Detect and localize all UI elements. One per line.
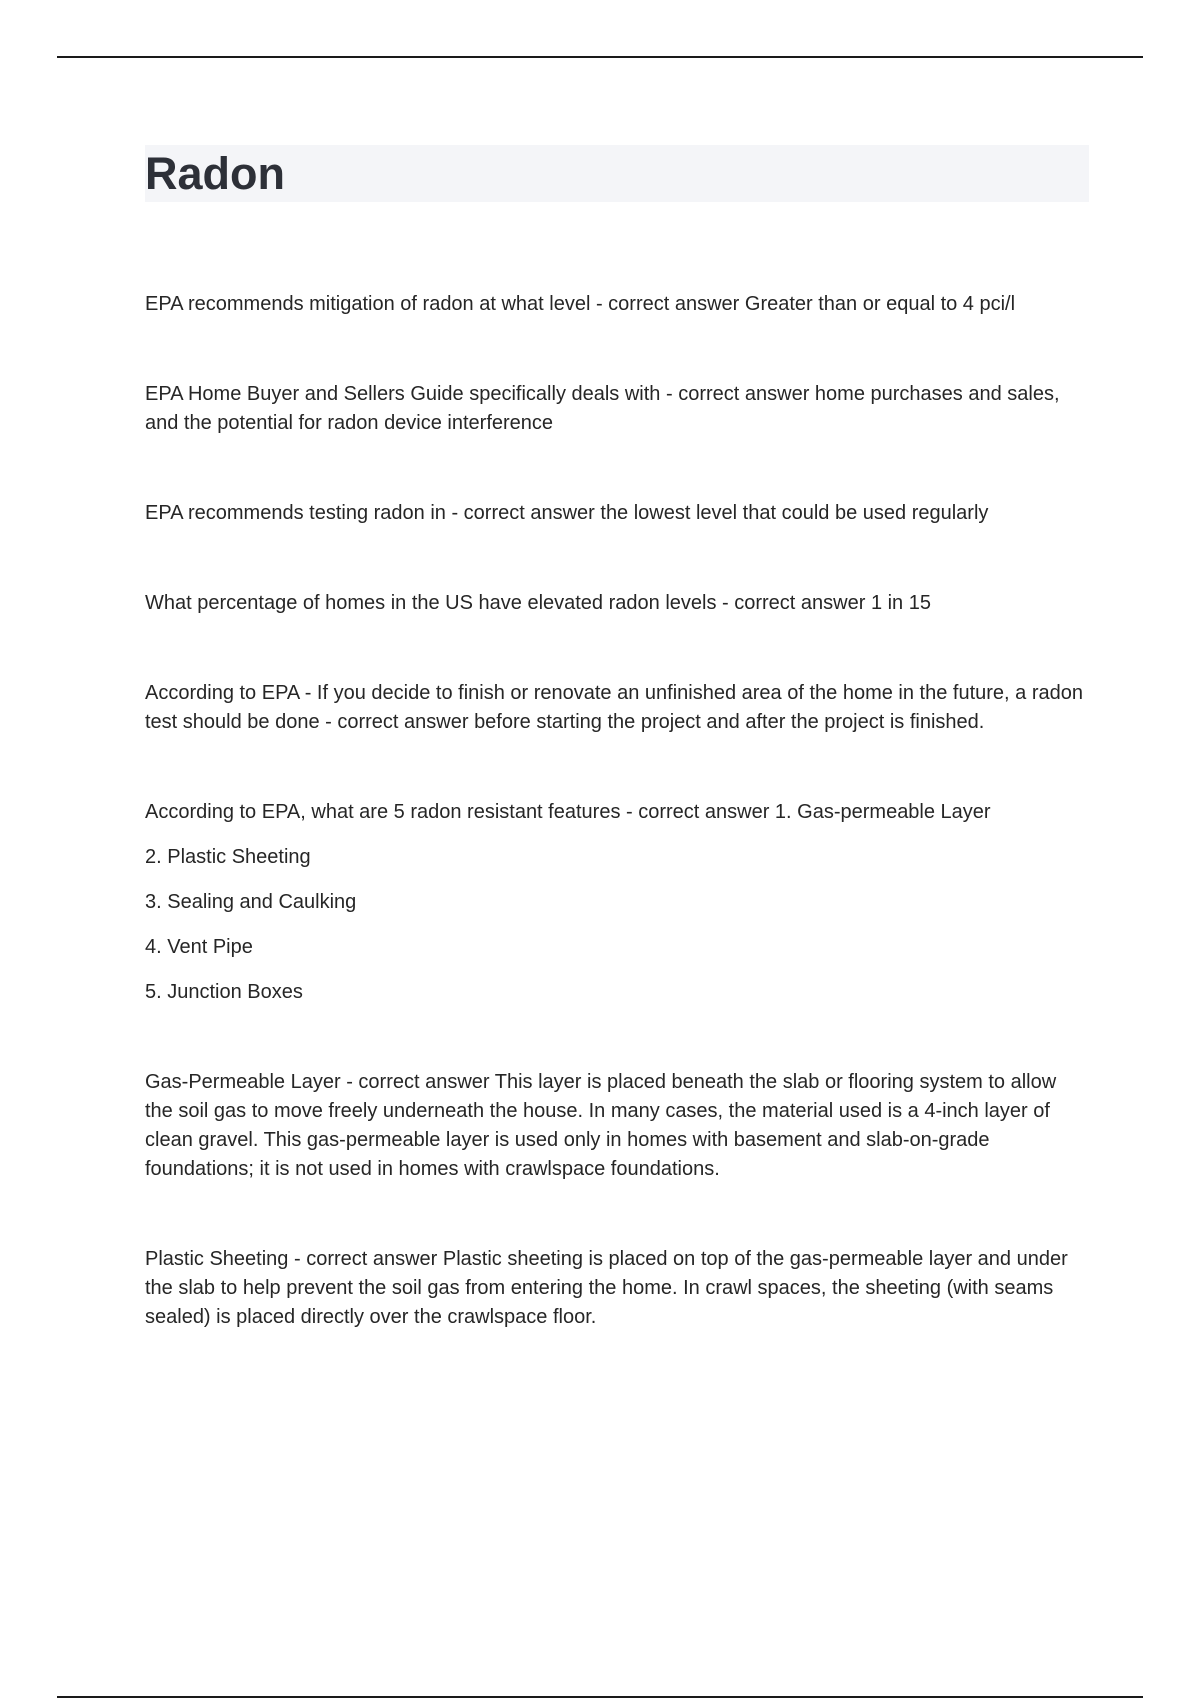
qa-item xyxy=(145,589,1085,618)
qa-text: Plastic Sheeting - correct answer Plastic sheeting is placed on top of the gas-permeable layer and under the slab to help prevent the soil gas from entering the home. In crawl spaces, the sheeting (with seams sealed) is placed directly over the crawlspace floor. xyxy=(145,1248,1068,1328)
qa-item xyxy=(145,1245,1085,1332)
qa-text: According to EPA, what are 5 radon resistant features - correct answer 1. Gas-permeable Layer xyxy=(145,801,991,823)
qa-text: EPA recommends testing radon in - correct answer the lowest level that could be used regularly xyxy=(145,502,989,524)
qa-item xyxy=(145,290,1085,319)
list-item: 4. Vent Pipe xyxy=(145,936,253,958)
qa-text: What percentage of homes in the US have elevated radon levels - correct answer 1 in 15 xyxy=(145,592,931,614)
document-body xyxy=(145,290,1085,1393)
qa-item xyxy=(145,499,1085,528)
qa-item-with-list xyxy=(145,798,1085,1007)
page-title: Radon xyxy=(145,148,285,199)
list-item: 5. Junction Boxes xyxy=(145,981,303,1003)
bottom-divider xyxy=(57,1696,1143,1698)
title-band xyxy=(145,145,1089,202)
list-item: 3. Sealing and Caulking xyxy=(145,891,357,913)
qa-text: Gas-Permeable Layer - correct answer This layer is placed beneath the slab or flooring system to allow the soil gas to move freely underneath the house. In many cases, the material used is a 4-inch layer of clean gravel. This gas-permeable layer is used only in homes with basement and slab-on-grade foundations; it is not used in homes with crawlspace foundations. xyxy=(145,1071,1057,1180)
qa-item xyxy=(145,1068,1085,1184)
qa-text: EPA recommends mitigation of radon at what level - correct answer Greater than or equal to 4 pci/l xyxy=(145,293,1016,315)
qa-text: EPA Home Buyer and Sellers Guide specifically deals with - correct answer home purchases and sales, and the potential for radon device interference xyxy=(145,383,1060,434)
qa-text: According to EPA - If you decide to finish or renovate an unfinished area of the home in the future, a radon test should be done - correct answer before starting the project and after the project is finished. xyxy=(145,682,1083,733)
list-item: 2. Plastic Sheeting xyxy=(145,846,311,868)
top-divider xyxy=(57,56,1143,58)
qa-item xyxy=(145,380,1085,438)
qa-item xyxy=(145,679,1085,737)
